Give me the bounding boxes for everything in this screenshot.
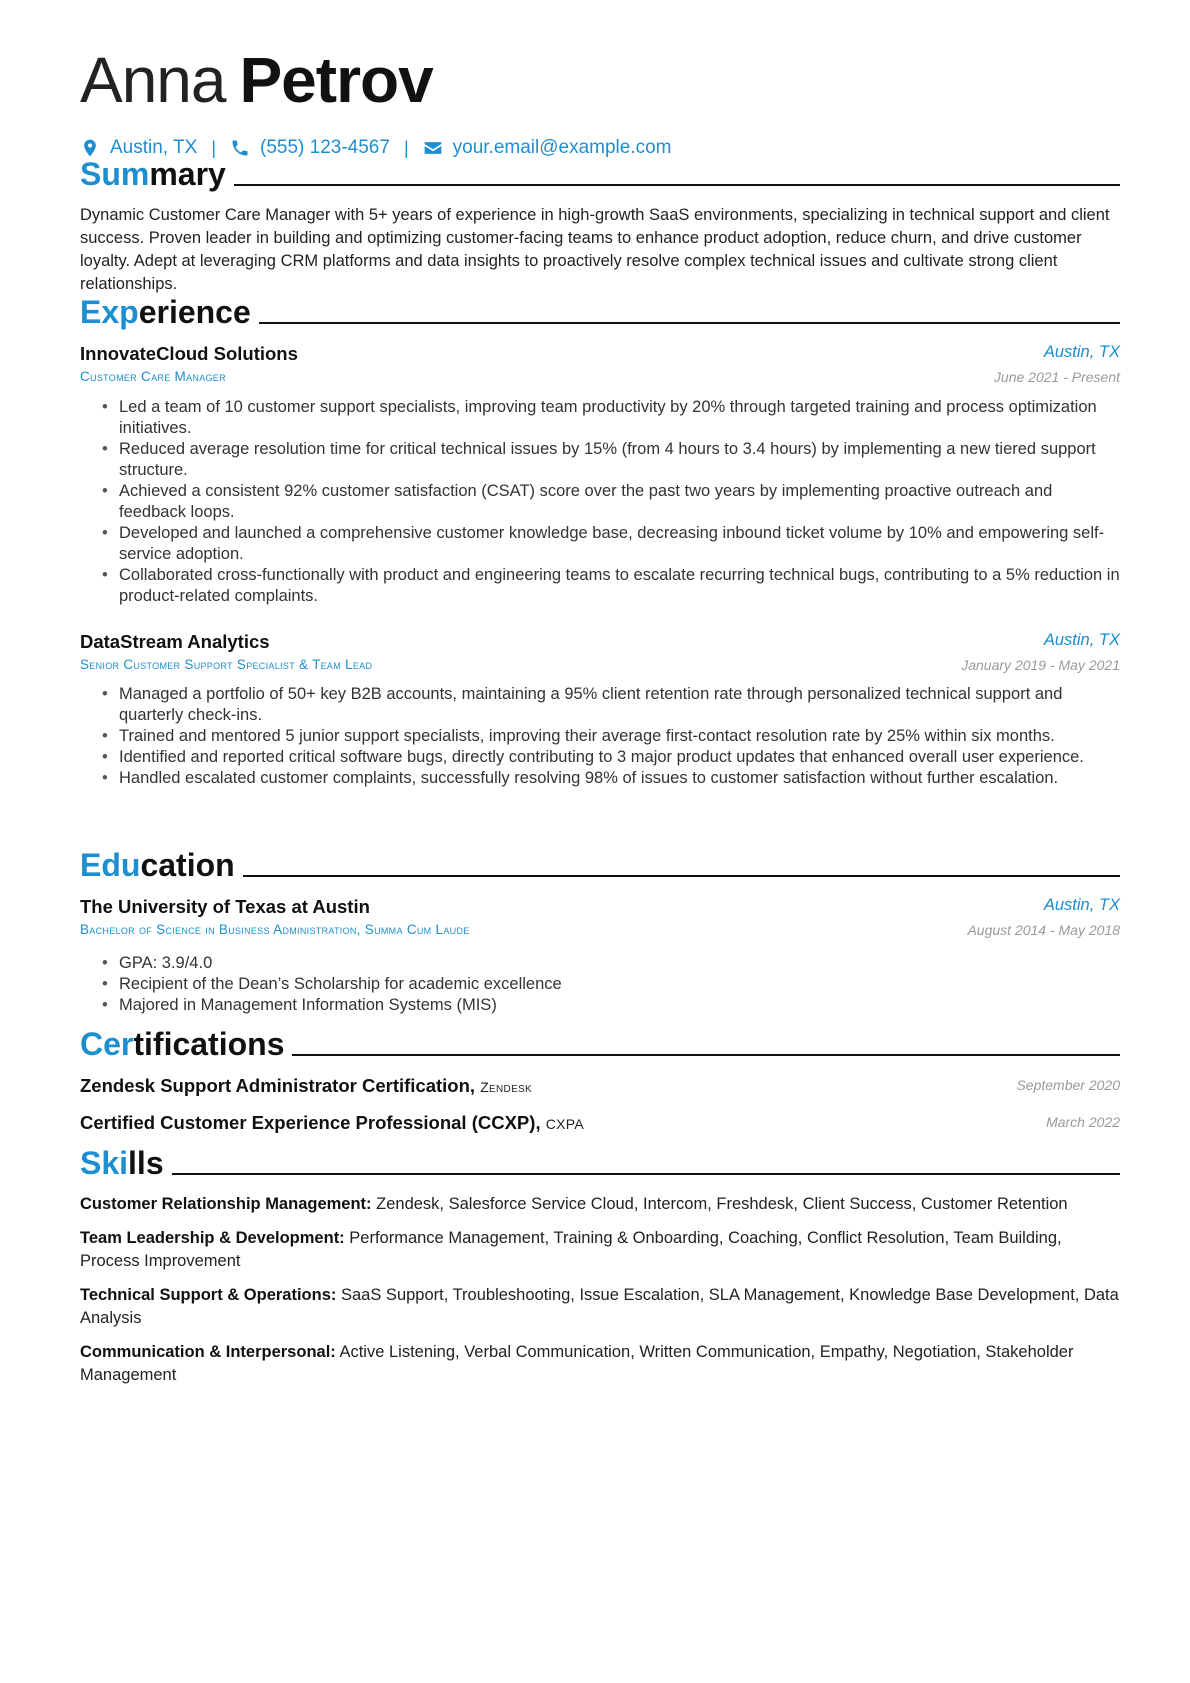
certification-name: Zendesk Support Administrator Certification, Zendesk: [80, 1075, 532, 1096]
bullet-item: • Developed and launched a comprehensive customer knowledge base, decreasing inbound ticket volume by 10% and empowering self-service adoption.: [102, 523, 1120, 565]
title-rest: lls: [128, 1145, 164, 1181]
skill-items: Zendesk, Salesforce Service Cloud, Intercom, Freshdesk, Client Success, Customer Retention: [376, 1195, 1068, 1213]
candidate-name: [80, 44, 433, 116]
section-title: [80, 847, 235, 883]
bullet-item: • Identified and reported critical software bugs, directly contributing to 3 major product updates that enhanced overall user experience.: [102, 747, 1120, 768]
job-bullets: [102, 684, 1120, 789]
bullet-item: • Achieved a consistent 92% customer satisfaction (CSAT) score over the past two years by implementing proactive outreach and feedback loops.: [102, 481, 1120, 523]
section-rule: [259, 322, 1120, 324]
job-title: Customer Care Manager: [80, 369, 226, 384]
first-name: Anna: [80, 44, 226, 116]
last-name: Petrov: [239, 44, 433, 116]
job-title: Senior Customer Support Specialist & Team Lead: [80, 657, 373, 672]
job-entry-header: [80, 631, 1120, 679]
section-title: [80, 294, 251, 330]
section-title: [80, 1145, 164, 1181]
skill-label: Team Leadership & Development:: [80, 1229, 345, 1247]
company-name: InnovateCloud Solutions: [80, 343, 298, 364]
bullet-item: • Managed a portfolio of 50+ key B2B accounts, maintaining a 95% client retention rate through personalized technical support and quarterly check-ins.: [102, 684, 1120, 726]
section-skills-heading: [80, 1141, 1120, 1181]
title-rest: mary: [149, 156, 226, 192]
section-education-heading: [80, 843, 1120, 883]
section-title: [80, 1026, 284, 1062]
education-bullets: [102, 953, 1120, 1016]
title-rest: erience: [138, 294, 251, 330]
bullet-item: • Recipient of the Dean’s Scholarship for academic excellence: [102, 974, 1120, 995]
email-link[interactable]: your.email@example.com: [452, 137, 672, 158]
job-location: Austin, TX: [1043, 631, 1120, 649]
contact-separator: |: [211, 137, 216, 158]
job-bullets: [102, 397, 1120, 607]
bullet-item: • Trained and mentored 5 junior support specialists, improving their average first-contact resolution rate by 25% within six months.: [102, 726, 1120, 747]
title-accent: Edu: [80, 847, 141, 883]
location-text: Austin, TX: [110, 137, 198, 158]
skill-group: [80, 1193, 1120, 1216]
section-rule: [172, 1173, 1120, 1175]
cert-title: Zendesk Support Administrator Certification: [80, 1075, 470, 1096]
title-rest: cation: [140, 847, 235, 883]
skill-group: [80, 1227, 1120, 1273]
summary-text: Dynamic Customer Care Manager with 5+ years of experience in high-growth SaaS environments, specializing in technical support and client success. Proven leader in building and optimizing customer-facing teams to enhance product adoption, reduce churn, and drive customer loyalty. Adept at leveraging CRM platforms and data insights to proactively resolve complex technical issues and cultivate strong client relationships.: [80, 206, 1110, 293]
education-dates: August 2014 - May 2018: [967, 922, 1120, 938]
education-entry-header: [80, 896, 1120, 944]
skill-label: Technical Support & Operations:: [80, 1286, 337, 1304]
title-accent: Ski: [80, 1145, 129, 1181]
bullet-item: • GPA: 3.9/4.0: [102, 953, 1120, 974]
section-experience-heading: [80, 290, 1120, 330]
cert-issuer: Zendesk: [480, 1079, 532, 1095]
degree: Bachelor of Science in Business Administration, Summa Cum Laude: [80, 922, 470, 937]
cert-issuer: CXPA: [545, 1116, 585, 1132]
certification-name: Certified Customer Experience Professional (CCXP), CXPA: [80, 1112, 585, 1133]
company-name: DataStream Analytics: [80, 631, 270, 652]
title-accent: Exp: [80, 294, 139, 330]
bullet-item: • Handled escalated customer complaints, successfully resolving 98% of issues to customer satisfaction without further escalation.: [102, 768, 1120, 789]
skill-items: Active Listening, Verbal Communication, Written Communication, Empathy, Negotiation, Stakeholder Management: [80, 1343, 1074, 1384]
certification-item: [80, 1075, 1120, 1101]
bullet-item: • Collaborated cross-functionally with product and engineering teams to escalate recurring technical bugs, contributing to a 5% reduction in product-related complaints.: [102, 565, 1120, 607]
title-accent: Sum: [80, 156, 150, 192]
section-title: [80, 156, 226, 192]
bullet-item: • Led a team of 10 customer support specialists, improving team productivity by 20% through targeted training and process optimization initiatives.: [102, 397, 1120, 439]
skill-items: SaaS Support, Troubleshooting, Issue Escalation, SLA Management, Knowledge Base Development, Data Analysis: [80, 1286, 1119, 1327]
section-rule: [243, 875, 1120, 877]
certification-date: September 2020: [1016, 1077, 1120, 1093]
skill-items: Performance Management, Training & Onboarding, Coaching, Conflict Resolution, Team Building, Process Improvement: [80, 1229, 1062, 1270]
bullet-item: • Majored in Management Information Systems (MIS): [102, 995, 1120, 1016]
phone-text: (555) 123-4567: [260, 137, 390, 158]
job-dates: June 2021 - Present: [993, 369, 1120, 385]
job-dates: January 2019 - May 2021: [961, 657, 1120, 673]
section-rule: [234, 184, 1120, 186]
job-location: Austin, TX: [1043, 343, 1120, 361]
section-certifications-heading: [80, 1022, 1120, 1062]
certification-item: [80, 1112, 1120, 1138]
job-entry-header: [80, 343, 1120, 391]
school-location: Austin, TX: [1043, 896, 1120, 914]
certification-date: March 2022: [1046, 1114, 1120, 1130]
section-summary-heading: [80, 152, 1120, 192]
bullet-item: • Reduced average resolution time for critical technical issues by 15% (from 4 hours to 3.4 hours) by implementing a new tiered support structure.: [102, 439, 1120, 481]
title-rest: tifications: [133, 1026, 285, 1062]
skill-group: [80, 1341, 1120, 1387]
skill-group: [80, 1284, 1120, 1330]
school-name: The University of Texas at Austin: [80, 896, 370, 917]
title-accent: Cer: [80, 1026, 134, 1062]
contact-separator: |: [403, 137, 409, 158]
skill-label: Customer Relationship Management:: [80, 1195, 372, 1213]
skill-label: Communication & Interpersonal:: [80, 1343, 336, 1361]
cert-title: Certified Customer Experience Professional (CCXP): [80, 1112, 536, 1133]
section-rule: [292, 1054, 1120, 1056]
